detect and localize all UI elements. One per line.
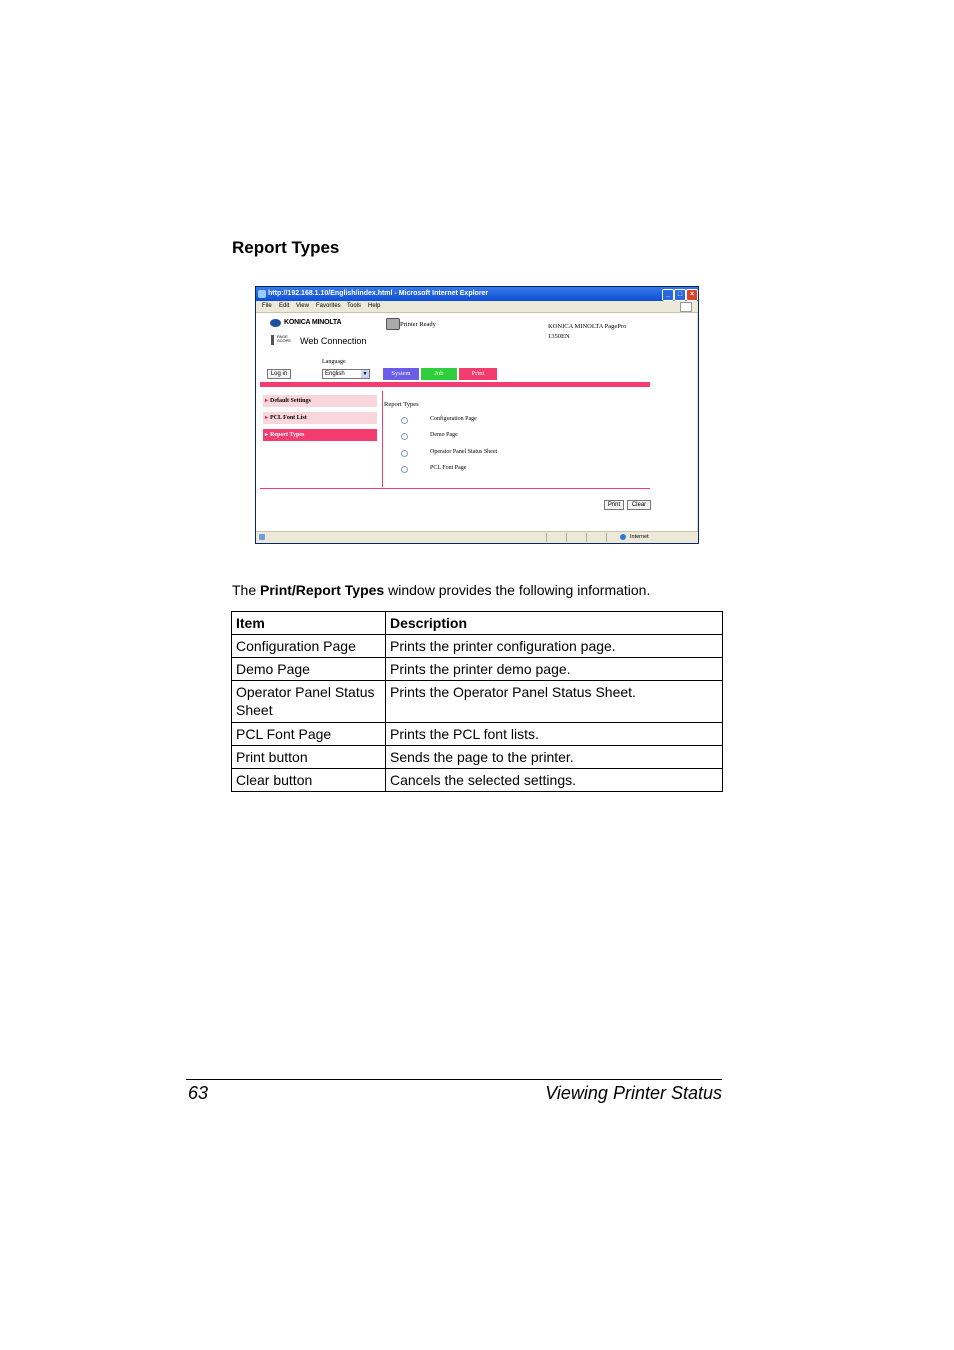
status-separator [566,533,567,542]
windows-logo-icon [680,302,692,312]
security-zone: Internet [630,534,649,540]
footer-rule [186,1079,722,1080]
intro-pre: The [232,582,261,598]
panel-title: Report Types [384,401,419,408]
radio-button[interactable] [401,466,408,473]
printer-model [548,322,626,342]
radio-button[interactable] [401,450,408,457]
radio-button[interactable] [401,433,408,440]
menu-file[interactable]: File [262,303,272,309]
option-label: Configuration Page [430,416,477,422]
header-divider [260,382,650,387]
sidebar-item-default-settings[interactable] [263,395,377,407]
printer-icon [386,318,400,330]
tab-system[interactable]: System [383,368,419,380]
item-cell: Print button [232,746,386,769]
item-cell: Demo Page [232,658,386,681]
window-titlebar [256,287,698,301]
web-page-content [256,313,698,531]
status-separator [606,533,607,542]
konica-minolta-logo-icon [270,319,281,327]
window-title: http://192.168.1.10/English/index.html - Microsoft Internet Explorer [268,290,489,297]
globe-icon [620,534,626,540]
menu-favorites[interactable]: Favorites [316,303,341,309]
triangle-right-icon: ▸ [265,415,269,421]
option-label: Demo Page [430,432,458,438]
chevron-down-icon: ▼ [362,371,368,377]
status-separator [546,533,547,542]
tab-job[interactable]: Job [421,368,457,380]
sidebar-item-label: Default Settings [270,398,311,404]
status-separator [586,533,587,542]
sidebar-item-pcl-font-list[interactable] [263,412,377,424]
footer-title: Viewing Printer Status [545,1083,722,1103]
menu-tools[interactable]: Tools [347,303,362,309]
table-row [232,681,723,723]
language-label: Language [322,359,346,365]
table-row [232,658,723,681]
intro-bold: Print/Report Types [260,582,385,598]
intro-post: window provides the following information. [384,582,651,598]
sidebar-item-report-types[interactable] [263,429,377,441]
info-table [231,611,723,792]
triangle-right-icon: ▸ [265,432,269,438]
description-cell: Cancels the selected settings. [386,769,723,792]
language-value: English [325,371,345,377]
login-button[interactable]: Log in [267,369,291,379]
model-line-1: KONICA MINOLTA PagePro [548,323,627,330]
language-select[interactable] [322,369,370,379]
footer-divider [260,488,650,489]
close-icon[interactable]: × [686,289,698,301]
maximize-icon[interactable]: □ [674,289,686,301]
table-row [232,769,723,792]
ie-icon [258,290,266,298]
intro-paragraph [232,582,650,598]
menu-edit[interactable]: Edit [279,303,290,309]
sidebar-divider [382,391,383,487]
pagescope-text: PAGE SCOPE [277,334,292,343]
clear-button[interactable]: Clear [627,500,651,510]
model-line-2: 1350EN [548,333,570,340]
item-cell: Operator Panel Status Sheet [232,681,386,723]
sidebar-item-label: Report Types [270,432,305,438]
page-number: 63 [188,1083,209,1103]
print-button[interactable]: Print [604,500,624,510]
web-connection-label: Web Connection [300,336,367,346]
option-label: PCL Font Page [430,465,467,471]
column-header-item: Item [232,612,386,635]
menu-help[interactable]: Help [368,303,381,309]
description-cell: Prints the printer configuration page. [386,635,723,658]
table-row [232,746,723,769]
description-cell: Prints the PCL font lists. [386,723,723,746]
description-cell: Prints the printer demo page. [386,658,723,681]
tab-print[interactable]: Print [459,368,497,380]
pagescope-logo [271,335,298,345]
browser-window-screenshot [255,286,699,544]
table-header-row [232,612,723,635]
brand-name: KONICA MINOLTA [284,319,342,326]
status-bar [256,531,698,543]
item-cell: Configuration Page [232,635,386,658]
column-header-description: Description [386,612,723,635]
printer-status: Printer Ready [400,321,436,328]
scrollbar[interactable] [697,313,698,531]
description-cell: Prints the Operator Panel Status Sheet. [386,681,723,723]
item-cell: PCL Font Page [232,723,386,746]
table-row [232,723,723,746]
item-cell: Clear button [232,769,386,792]
table-row [232,635,723,658]
menu-view[interactable]: View [296,303,309,309]
sidebar-item-label: PCL Font List [270,415,307,421]
description-cell: Sends the page to the printer. [386,746,723,769]
triangle-right-icon: ▸ [265,398,269,404]
section-title: Report Types [232,238,340,257]
page-icon [259,534,265,540]
menu-bar [256,301,698,313]
option-label: Operator Panel Status Sheet [430,449,498,455]
radio-button[interactable] [401,417,408,424]
minimize-icon[interactable]: _ [662,289,674,301]
